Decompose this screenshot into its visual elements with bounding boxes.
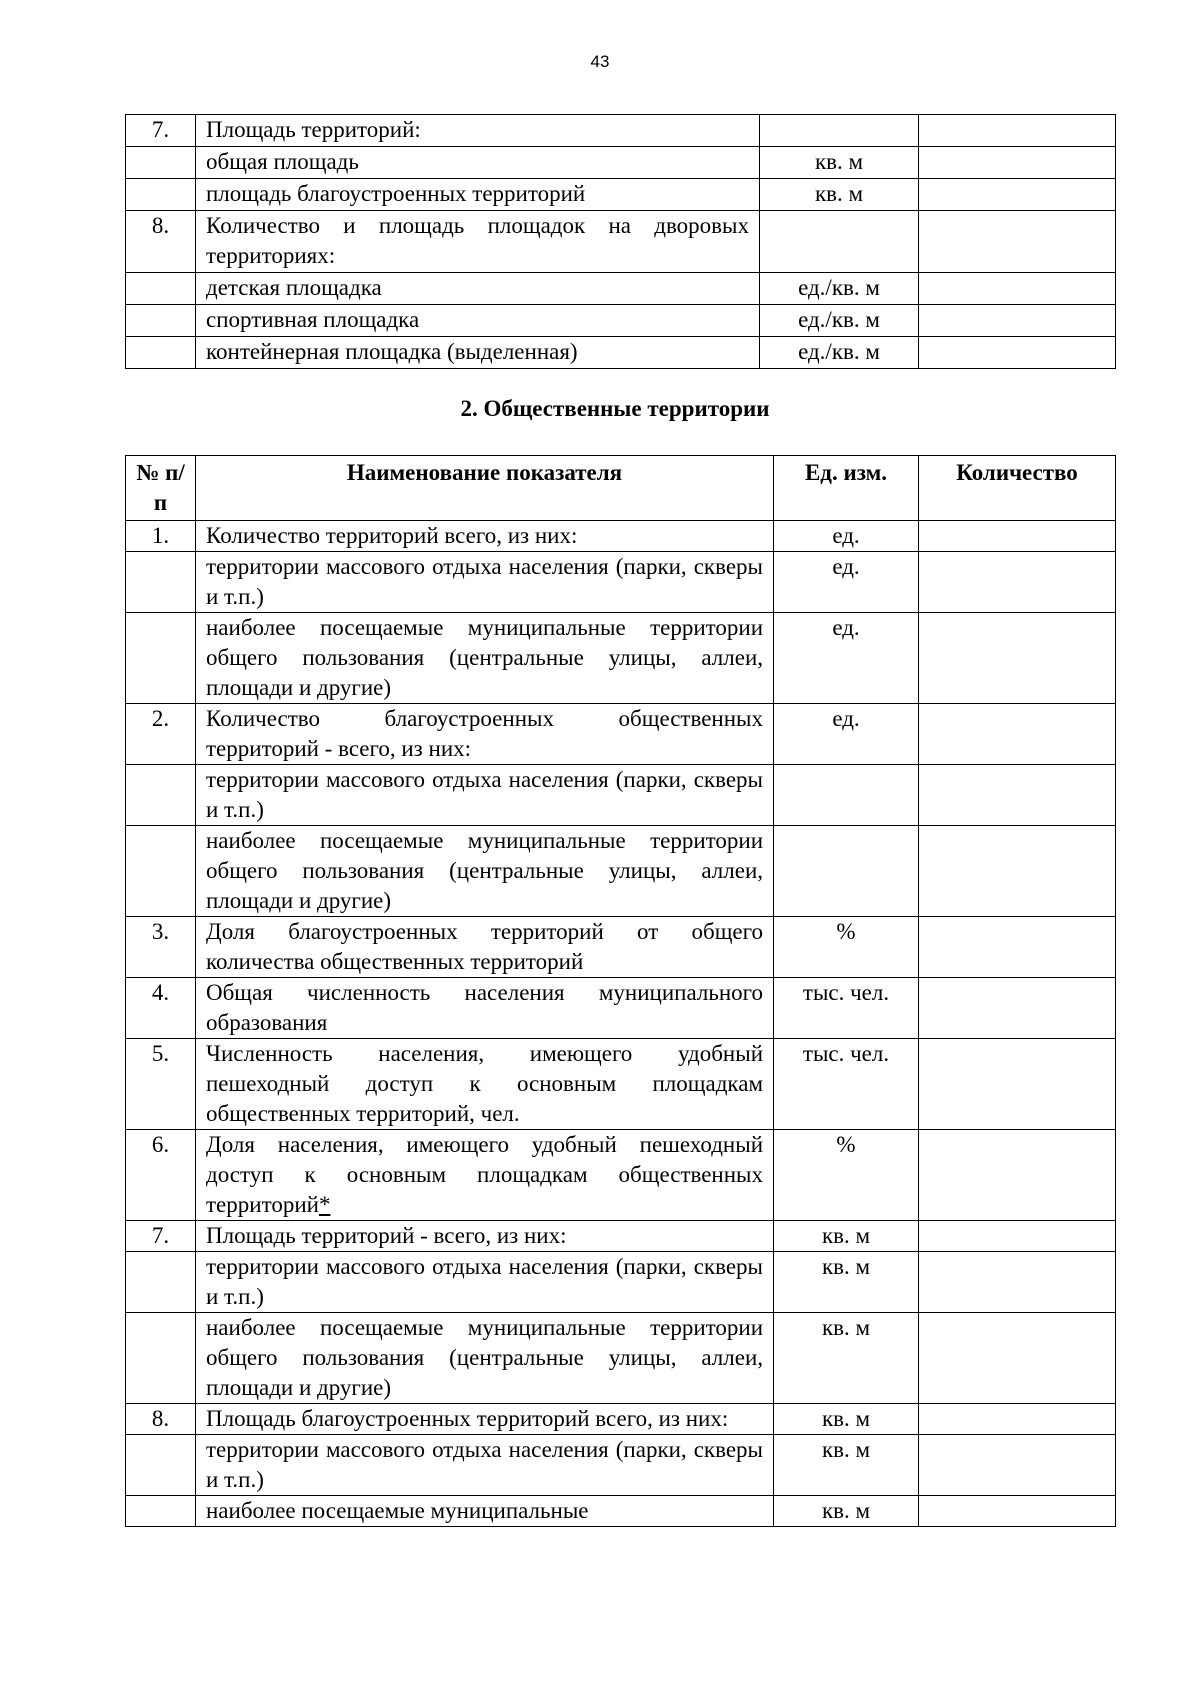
row-number: 5. — [126, 1039, 196, 1130]
unit-cell — [760, 115, 919, 147]
unit-cell: ед. — [774, 552, 919, 613]
row-number — [126, 273, 196, 305]
table-row — [126, 115, 1116, 147]
quantity-cell — [919, 1435, 1116, 1496]
indicator-name: наиболее посещаемые муниципальные территории общего пользования (центральные улицы, аллеи, площади и другие) — [196, 1313, 774, 1404]
table-row — [126, 552, 1116, 613]
table-row — [126, 273, 1116, 305]
row-number — [126, 552, 196, 613]
table-row — [126, 1039, 1116, 1130]
row-number: 7. — [126, 115, 196, 147]
row-number — [126, 1496, 196, 1527]
quantity-cell — [919, 613, 1116, 704]
unit-cell: ед. — [774, 613, 919, 704]
indicator-name: Площадь территорий - всего, из них: — [196, 1221, 774, 1252]
quantity-cell — [919, 1130, 1116, 1221]
quantity-cell — [919, 704, 1116, 765]
header-unit: Ед. изм. — [774, 456, 919, 521]
table-row — [126, 917, 1116, 978]
table-row — [126, 704, 1116, 765]
unit-cell: % — [774, 917, 919, 978]
row-number: 4. — [126, 978, 196, 1039]
indicator-name: Общая численность населения муниципального образования — [196, 978, 774, 1039]
indicator-name: контейнерная площадка (выделенная) — [196, 337, 760, 369]
table-row — [126, 826, 1116, 917]
indicator-name: территории массового отдыха населения (парки, скверы и т.п.) — [196, 1435, 774, 1496]
unit-cell: кв. м — [774, 1313, 919, 1404]
quantity-cell — [919, 1252, 1116, 1313]
quantity-cell — [919, 1404, 1116, 1435]
row-number: 2. — [126, 704, 196, 765]
unit-cell: кв. м — [760, 179, 919, 211]
quantity-cell — [919, 1039, 1116, 1130]
unit-cell: % — [774, 1130, 919, 1221]
table-row — [126, 978, 1116, 1039]
unit-cell: ед. — [774, 521, 919, 552]
row-number — [126, 765, 196, 826]
indicator-name: территории массового отдыха населения (парки, скверы и т.п.) — [196, 765, 774, 826]
indicator-name: Количество и площадь площадок на дворовых территориях: — [196, 211, 760, 273]
table-row — [126, 1221, 1116, 1252]
quantity-cell — [919, 115, 1116, 147]
row-number — [126, 1252, 196, 1313]
row-number — [126, 179, 196, 211]
table-row — [126, 1435, 1116, 1496]
header-indicator-name: Наименование показателя — [196, 456, 774, 521]
quantity-cell — [919, 1221, 1116, 1252]
row-number — [126, 1435, 196, 1496]
unit-cell: ед./кв. м — [760, 305, 919, 337]
indicator-name: площадь благоустроенных территорий — [196, 179, 760, 211]
unit-cell — [774, 826, 919, 917]
unit-cell: кв. м — [774, 1435, 919, 1496]
row-number: 3. — [126, 917, 196, 978]
housing-indicators-table-continued — [125, 114, 1116, 369]
table-row — [126, 521, 1116, 552]
table-row — [126, 305, 1116, 337]
indicator-name: наиболее посещаемые муниципальные территории общего пользования (центральные улицы, аллеи, площади и другие) — [196, 826, 774, 917]
table-row — [126, 179, 1116, 211]
row-number: 8. — [126, 211, 196, 273]
indicator-name: общая площадь — [196, 147, 760, 179]
table-row — [126, 1252, 1116, 1313]
indicator-name: спортивная площадка — [196, 305, 760, 337]
indicator-name: Численность населения, имеющего удобный пешеходный доступ к основным площадкам общественных территорий, чел. — [196, 1039, 774, 1130]
table-row — [126, 147, 1116, 179]
indicator-name — [196, 1130, 774, 1221]
table-row — [126, 613, 1116, 704]
header-quantity: Количество — [919, 456, 1116, 521]
table-header-row — [126, 456, 1116, 521]
quantity-cell — [919, 305, 1116, 337]
unit-cell: кв. м — [774, 1221, 919, 1252]
quantity-cell — [919, 521, 1116, 552]
indicator-name: Количество благоустроенных общественных территорий - всего, из них: — [196, 704, 774, 765]
unit-cell: ед./кв. м — [760, 337, 919, 369]
footnote-mark[interactable]: * — [318, 1192, 331, 1217]
quantity-cell — [919, 826, 1116, 917]
unit-cell: тыс. чел. — [774, 1039, 919, 1130]
quantity-cell — [919, 765, 1116, 826]
table-row — [126, 211, 1116, 273]
row-number: 1. — [126, 521, 196, 552]
header-number: № п/п — [126, 456, 196, 521]
indicator-name: наиболее посещаемые муниципальные — [196, 1496, 774, 1527]
quantity-cell — [919, 1313, 1116, 1404]
unit-cell: кв. м — [760, 147, 919, 179]
unit-cell: кв. м — [774, 1496, 919, 1527]
page-number: 43 — [590, 52, 610, 71]
row-number — [126, 1313, 196, 1404]
quantity-cell — [919, 147, 1116, 179]
indicator-name: Доля благоустроенных территорий от общего количества общественных территорий — [196, 917, 774, 978]
quantity-cell — [919, 978, 1116, 1039]
indicator-name: детская площадка — [196, 273, 760, 305]
row-number — [126, 613, 196, 704]
quantity-cell — [919, 211, 1116, 273]
table-row — [126, 1496, 1116, 1527]
row-number: 6. — [126, 1130, 196, 1221]
row-number: 8. — [126, 1404, 196, 1435]
table-row — [126, 1130, 1116, 1221]
indicator-name: территории массового отдыха населения (парки, скверы и т.п.) — [196, 552, 774, 613]
unit-cell: кв. м — [774, 1404, 919, 1435]
indicator-name: наиболее посещаемые муниципальные территории общего пользования (центральные улицы, аллеи, площади и другие) — [196, 613, 774, 704]
unit-cell: ед. — [774, 704, 919, 765]
indicator-name: Количество территорий всего, из них: — [196, 521, 774, 552]
quantity-cell — [919, 273, 1116, 305]
table-row — [126, 1404, 1116, 1435]
row-number: 7. — [126, 1221, 196, 1252]
quantity-cell — [919, 1496, 1116, 1527]
quantity-cell — [919, 179, 1116, 211]
table-row — [126, 765, 1116, 826]
public-territories-table — [125, 455, 1116, 1527]
row-number — [126, 826, 196, 917]
row-number — [126, 147, 196, 179]
quantity-cell — [919, 552, 1116, 613]
table-row — [126, 1313, 1116, 1404]
unit-cell: ед./кв. м — [760, 273, 919, 305]
indicator-name: территории массового отдыха населения (парки, скверы и т.п.) — [196, 1252, 774, 1313]
section-title: 2. Общественные территории — [460, 396, 770, 421]
unit-cell — [774, 765, 919, 826]
indicator-name: Площадь территорий: — [196, 115, 760, 147]
quantity-cell — [919, 337, 1116, 369]
row-number — [126, 337, 196, 369]
unit-cell — [760, 211, 919, 273]
unit-cell: кв. м — [774, 1252, 919, 1313]
indicator-name-text: Доля населения, имеющего удобный пешеходный доступ к основным площадкам общественных территорий — [206, 1132, 763, 1217]
quantity-cell — [919, 917, 1116, 978]
table-row — [126, 337, 1116, 369]
unit-cell: тыс. чел. — [774, 978, 919, 1039]
indicator-name: Площадь благоустроенных территорий всего, из них: — [196, 1404, 774, 1435]
row-number — [126, 305, 196, 337]
